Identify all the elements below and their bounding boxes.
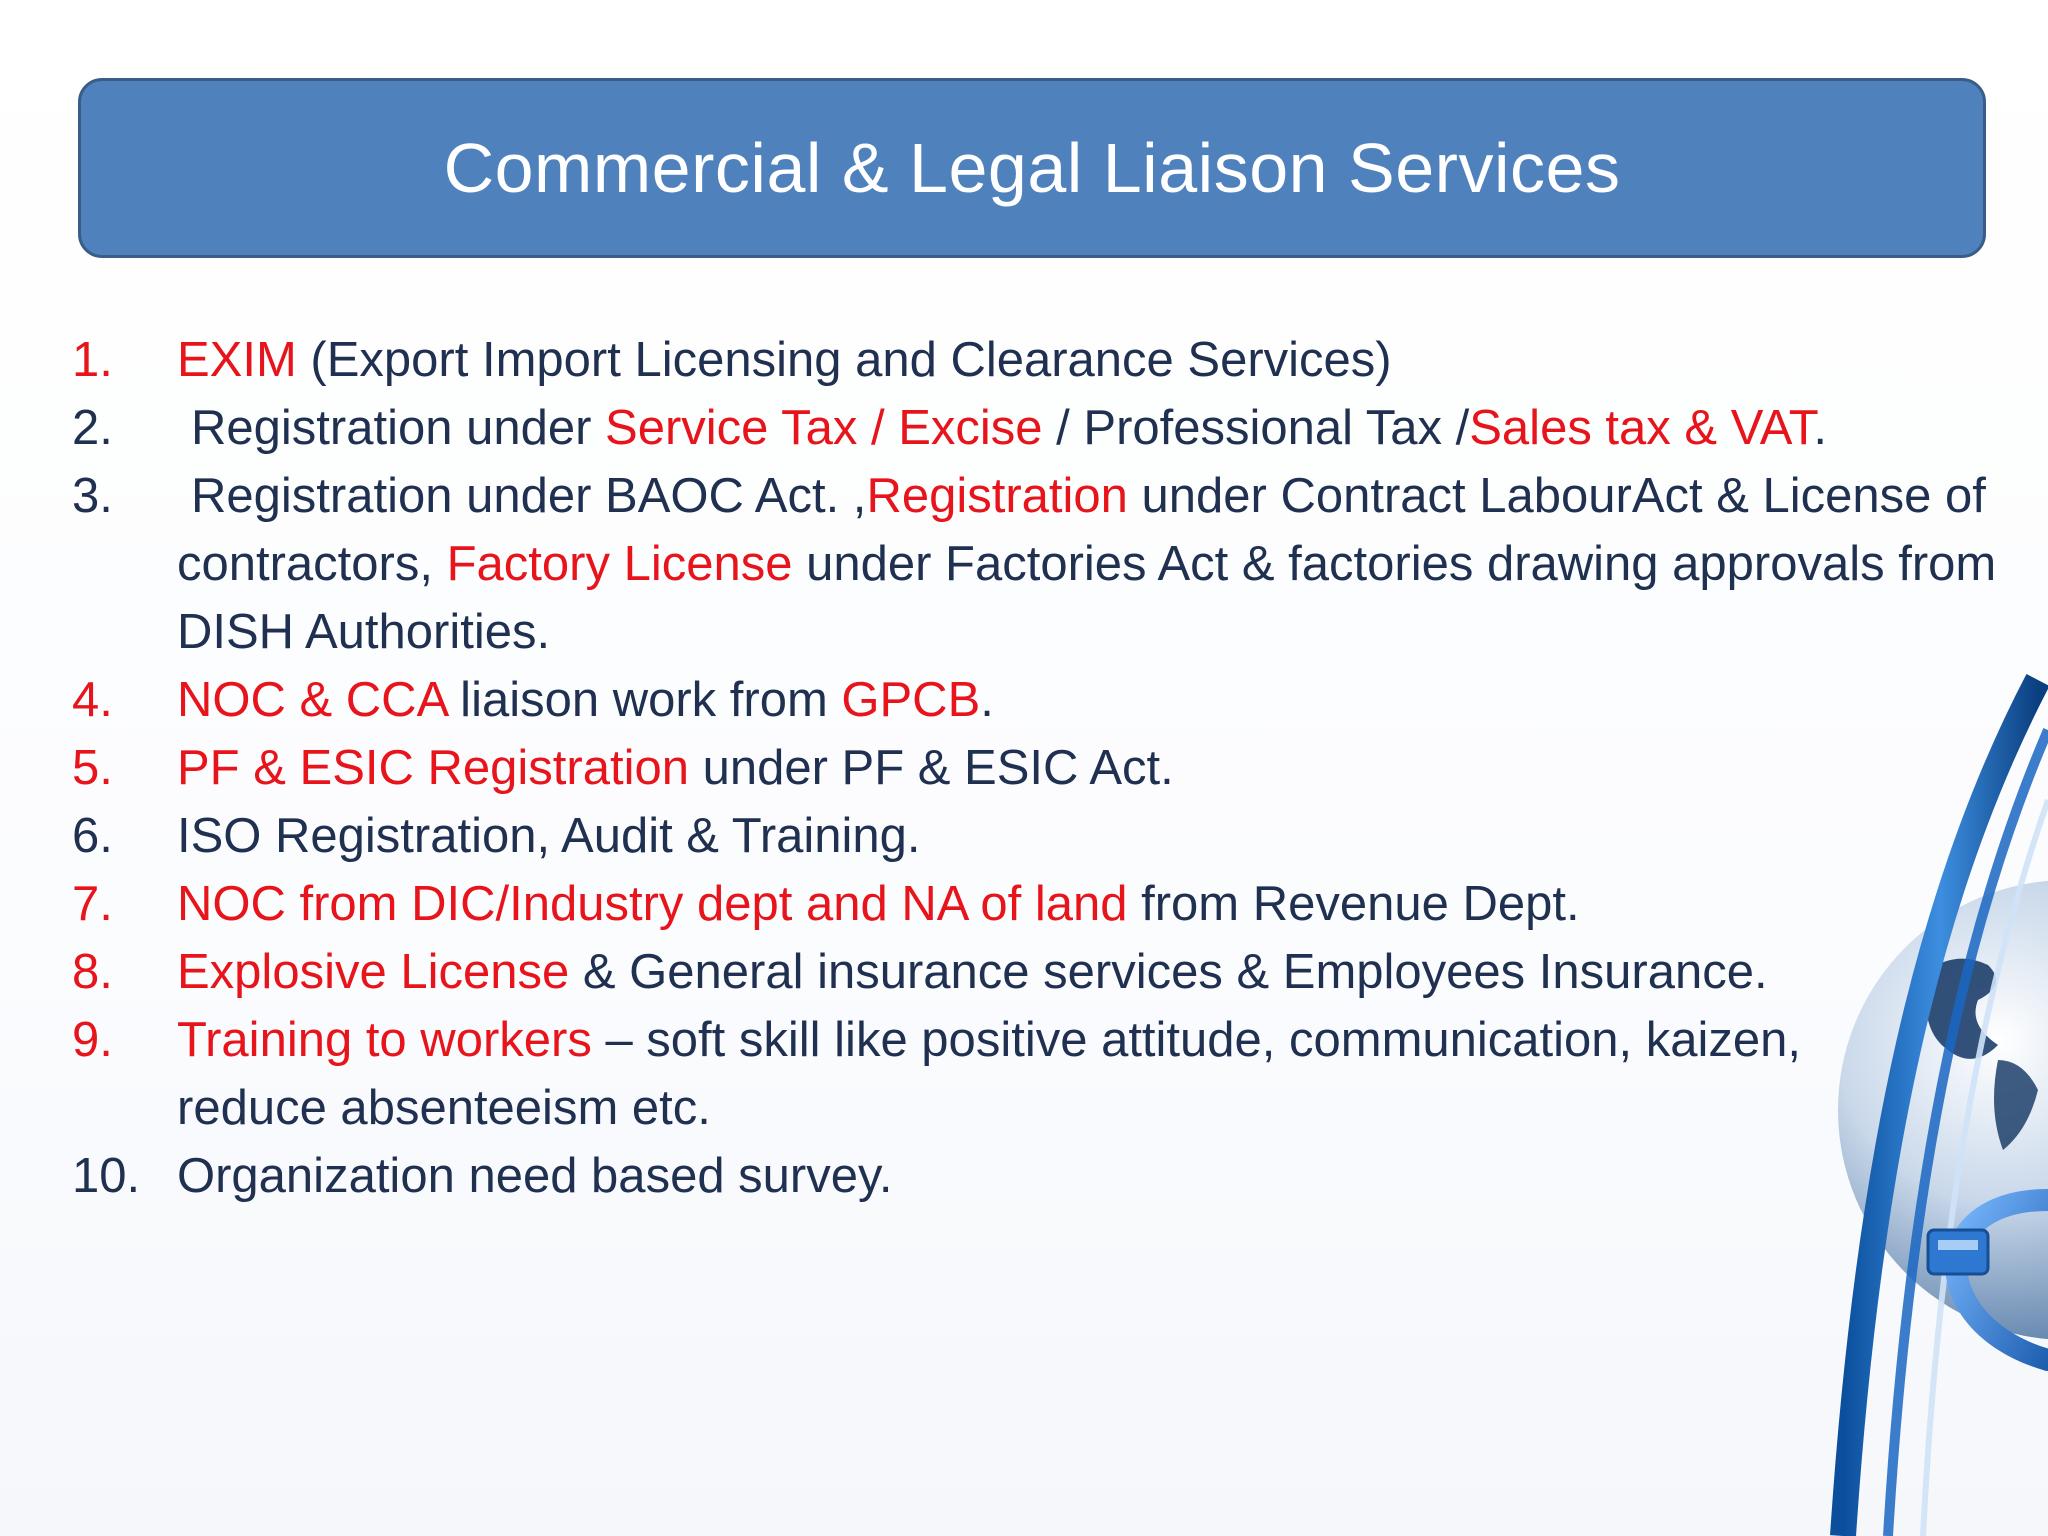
body-text: from Revenue Dept. — [1127, 877, 1580, 931]
list-number: 5. — [72, 741, 113, 795]
highlight-text: Training to workers — [177, 1013, 592, 1067]
title-banner — [78, 78, 1986, 258]
body-text: under Contract LabourAct & License of contractors, — [177, 469, 1986, 591]
highlight-text: Explosive License — [177, 945, 570, 999]
highlight-text: PF & ESIC Registration — [177, 741, 689, 795]
list-item — [72, 326, 2032, 394]
list-number: 8. — [72, 945, 113, 999]
list-number: 10. — [72, 1149, 141, 1203]
list-text — [177, 938, 2032, 1006]
list-number: 6. — [72, 809, 113, 863]
highlight-text: NOC from DIC/Industry dept and NA of land — [177, 877, 1128, 931]
highlight-text: GPCB — [841, 673, 981, 727]
list-number: 4. — [72, 673, 113, 727]
highlight-text: Sales tax & VAT — [1469, 401, 1814, 455]
highlight-text: Factory License — [446, 537, 793, 591]
list-text — [177, 462, 2032, 666]
body-text: under Factories Act & factories drawing approvals from DISH Authorities. — [177, 537, 1997, 659]
body-text: . — [1813, 401, 1827, 455]
body-text: Registration under — [191, 401, 606, 455]
list-number: 3. — [72, 469, 113, 523]
list-item — [72, 666, 2032, 734]
list-number: 1. — [72, 333, 113, 387]
body-text: / Professional Tax / — [1042, 401, 1470, 455]
page-title: Commercial & Legal Liaison Services — [443, 129, 1621, 207]
list-text — [177, 1142, 2032, 1210]
list-number: 2. — [72, 401, 113, 455]
list-item — [72, 802, 2032, 870]
body-text: . — [980, 673, 994, 727]
list-text — [177, 734, 2032, 802]
list-text — [177, 1006, 2032, 1142]
list-text — [177, 666, 2032, 734]
list-number: 7. — [72, 877, 113, 931]
body-text: Organization need based survey. — [177, 1149, 893, 1203]
list-number: 9. — [72, 1013, 113, 1067]
list-item — [72, 394, 2032, 462]
list-item — [72, 870, 2032, 938]
list-text — [177, 394, 2032, 462]
body-text: – soft skill like positive attitude, communication, kaizen, reduce absenteeism etc. — [177, 1013, 1802, 1135]
body-text: & General insurance services & Employees Insurance. — [569, 945, 1768, 999]
body-text: (Export Import Licensing and Clearance Services) — [296, 333, 1392, 387]
body-text: liaison work from — [446, 673, 842, 727]
list-text — [177, 802, 2032, 870]
body-text: ISO Registration, Audit & Training. — [177, 809, 921, 863]
body-text: Registration under BAOC Act. , — [191, 469, 867, 523]
list-item — [72, 734, 2032, 802]
body-text: under PF & ESIC Act. — [688, 741, 1174, 795]
services-list — [72, 326, 2032, 1210]
list-text — [177, 326, 2032, 394]
highlight-text: EXIM — [177, 333, 297, 387]
highlight-text: Registration — [866, 469, 1128, 523]
highlight-text: NOC & CCA — [177, 673, 447, 727]
list-item — [72, 462, 2032, 666]
highlight-text: Service Tax / Excise — [605, 401, 1043, 455]
list-text — [177, 870, 2032, 938]
list-item — [72, 1142, 2032, 1210]
list-item — [72, 938, 2032, 1006]
list-item — [72, 1006, 2032, 1142]
